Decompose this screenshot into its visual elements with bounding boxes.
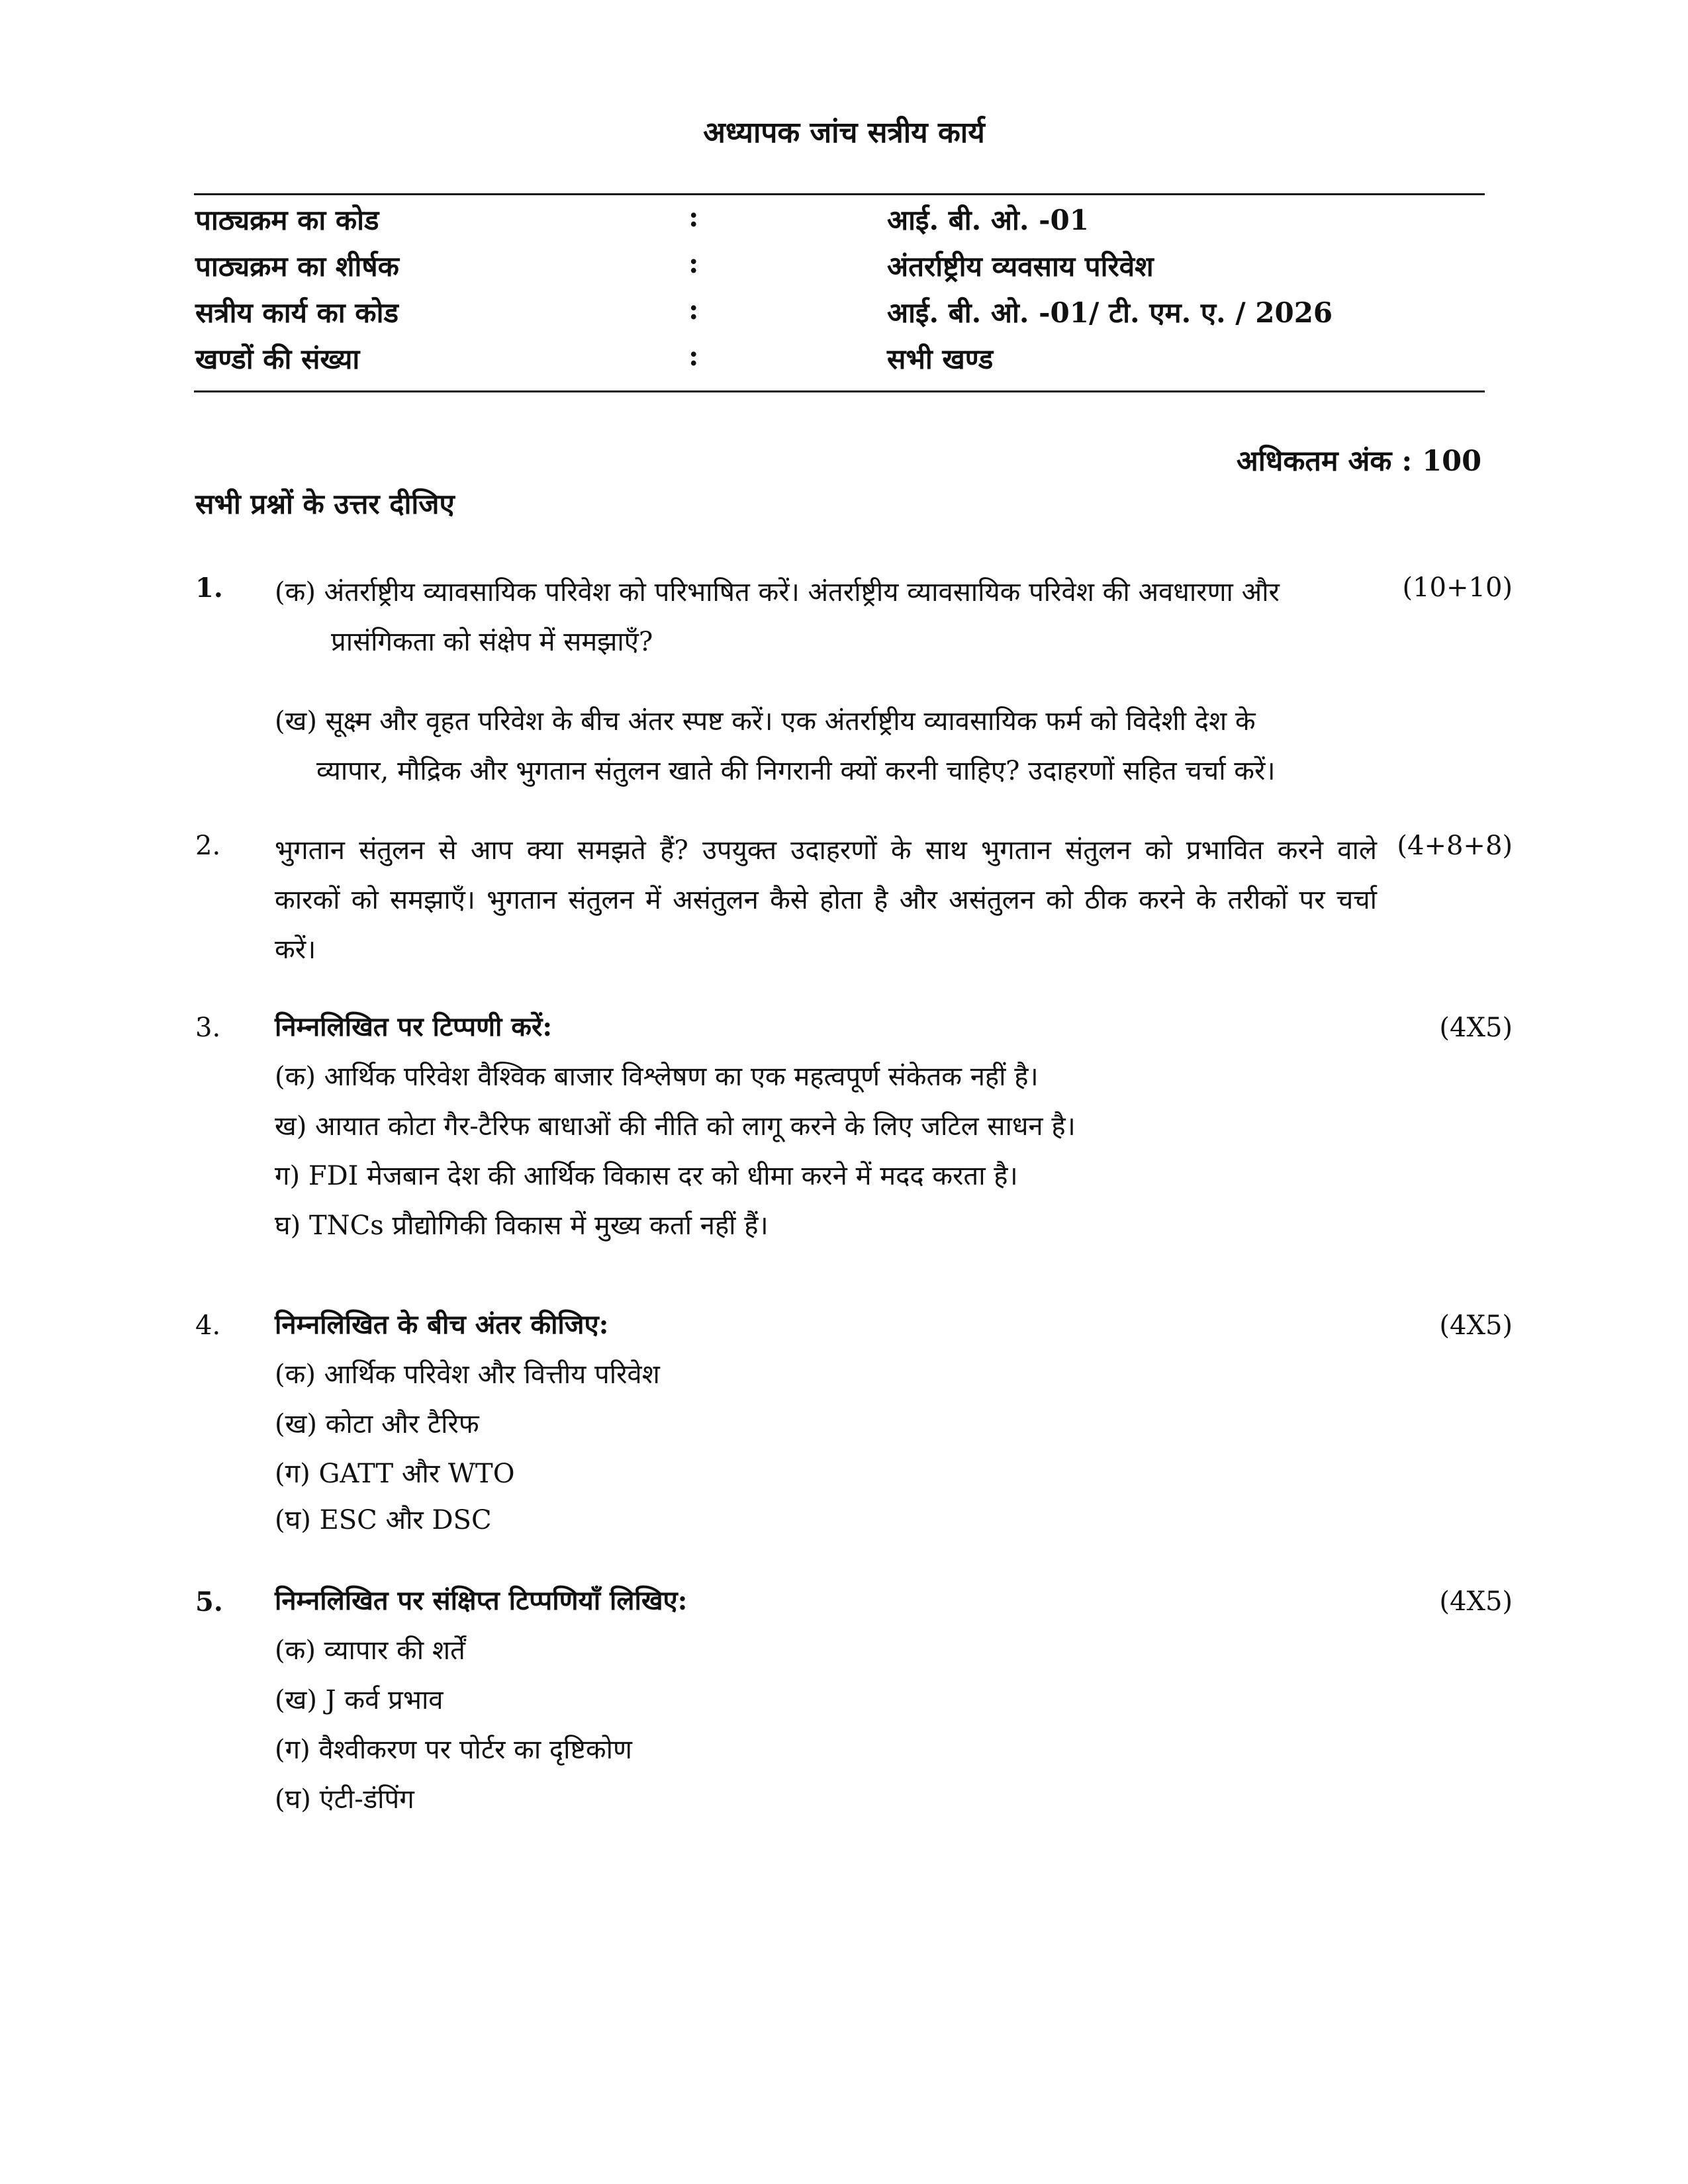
question-line: (ख) सूक्ष्म और वृहत परिवेश के बीच अंतर स्पष्ट करें। एक अंतर्राष्ट्रीय व्यावसायिक फर्म को विदेशी देश के — [275, 706, 1256, 737]
question-line: (क) अंतर्राष्ट्रीय व्यावसायिक परिवेश को परिभाषित करें। अंतर्राष्ट्रीय व्यावसायिक परिवेश की अवधारणा और — [275, 577, 1280, 608]
meta-value-course-title: अंतर्राष्ट्रीय व्यवसाय परिवेश — [887, 250, 1154, 283]
question-line: (ख) कोटा और टैरिफ — [275, 1409, 479, 1439]
question-marks: (4X5) — [1439, 1310, 1513, 1341]
question-line: (क) आर्थिक परिवेश और वित्तीय परिवेश — [275, 1359, 660, 1390]
meta-value-course-code: आई. बी. ओ. -01 — [887, 204, 1089, 236]
question-line: घ) TNCs प्रौद्योगिकी विकास में मुख्य कर्ता नहीं हैं। — [275, 1210, 769, 1241]
question-line: (घ) एंटी-डंपिंग — [275, 1784, 414, 1815]
meta-value-assignment-code: आई. बी. ओ. -01/ टी. एम. ए. / 2026 — [887, 296, 1333, 329]
meta-colon: : — [688, 201, 699, 233]
question-number: 1. — [195, 572, 223, 604]
document-title: अध्यापक जांच सत्रीय कार्य — [703, 116, 985, 150]
meta-colon: : — [688, 293, 699, 326]
question-line: ख) आयात कोटा गैर-टैरिफ बाधाओं की नीति को लागू करने के लिए जटिल साधन है। — [275, 1111, 1076, 1142]
question-line: (क) व्यापार की शर्तें — [275, 1635, 465, 1666]
meta-label-course-title: पाठ्यक्रम का शीर्षक — [195, 250, 399, 283]
question-heading: निम्नलिखित पर संक्षिप्त टिप्पणियाँ लिखिए: — [275, 1585, 688, 1616]
question-number: 2. — [195, 831, 221, 861]
question-marks: (4X5) — [1439, 1013, 1513, 1043]
question-number: 3. — [195, 1013, 221, 1043]
question-line: भुगतान संतुलन से आप क्या समझते हैं? उपयुक्त उदाहरणों के साथ भुगतान संतुलन को प्रभावित करने वाले — [275, 835, 1377, 866]
question-marks: (10+10) — [1402, 572, 1513, 603]
meta-colon: : — [688, 340, 699, 372]
question-marks: (4X5) — [1439, 1586, 1513, 1617]
question-line: (ग) वैश्वीकरण पर पोर्टर का दृष्टिकोण — [275, 1735, 632, 1765]
instruction: सभी प्रश्नों के उत्तर दीजिए — [195, 488, 455, 520]
question-number: 5. — [195, 1586, 223, 1617]
question-line: व्यापार, मौद्रिक और भुगतान संतुलन खाते की निगरानी क्यों करनी चाहिए? उदाहरणों सहित चर्चा करें। — [316, 756, 1276, 786]
meta-label-course-code: पाठ्यक्रम का कोड — [195, 204, 379, 236]
meta-label-assignment-code: सत्रीय कार्य का कोड — [195, 296, 399, 329]
question-line: कारकों को समझाएँ। भुगतान संतुलन में असंतुलन कैसे होता है और असंतुलन को ठीक करने के तरीकों पर चर्चा — [275, 885, 1377, 915]
question-line: (क) आर्थिक परिवेश वैश्विक बाजार विश्लेषण का एक महत्वपूर्ण संकेतक नहीं है। — [275, 1062, 1039, 1092]
question-line: (ग) GATT और WTO — [275, 1459, 515, 1489]
bottom-rule — [194, 390, 1485, 392]
question-marks: (4+8+8) — [1397, 831, 1513, 861]
max-marks: अधिकतम अंक : 100 — [1236, 445, 1481, 478]
question-number: 4. — [195, 1310, 221, 1341]
question-line: (घ) ESC और DSC — [275, 1505, 492, 1535]
question-heading: निम्नलिखित के बीच अंतर कीजिए: — [275, 1309, 609, 1340]
question-line: (ख) J कर्व प्रभाव — [275, 1685, 444, 1715]
question-heading: निम्नलिखित पर टिप्पणी करें: — [275, 1011, 553, 1042]
meta-label-blocks: खण्डों की संख्या — [195, 343, 360, 375]
question-line: प्रासंगिकता को संक्षेप में समझाएँ? — [331, 627, 653, 657]
top-rule — [194, 193, 1485, 195]
meta-value-blocks: सभी खण्ड — [887, 343, 994, 375]
meta-colon: : — [688, 247, 699, 279]
question-line: करें। — [275, 934, 316, 965]
question-line: ग) FDI मेजबान देश की आर्थिक विकास दर को धीमा करने में मदद करता है। — [275, 1161, 1018, 1191]
